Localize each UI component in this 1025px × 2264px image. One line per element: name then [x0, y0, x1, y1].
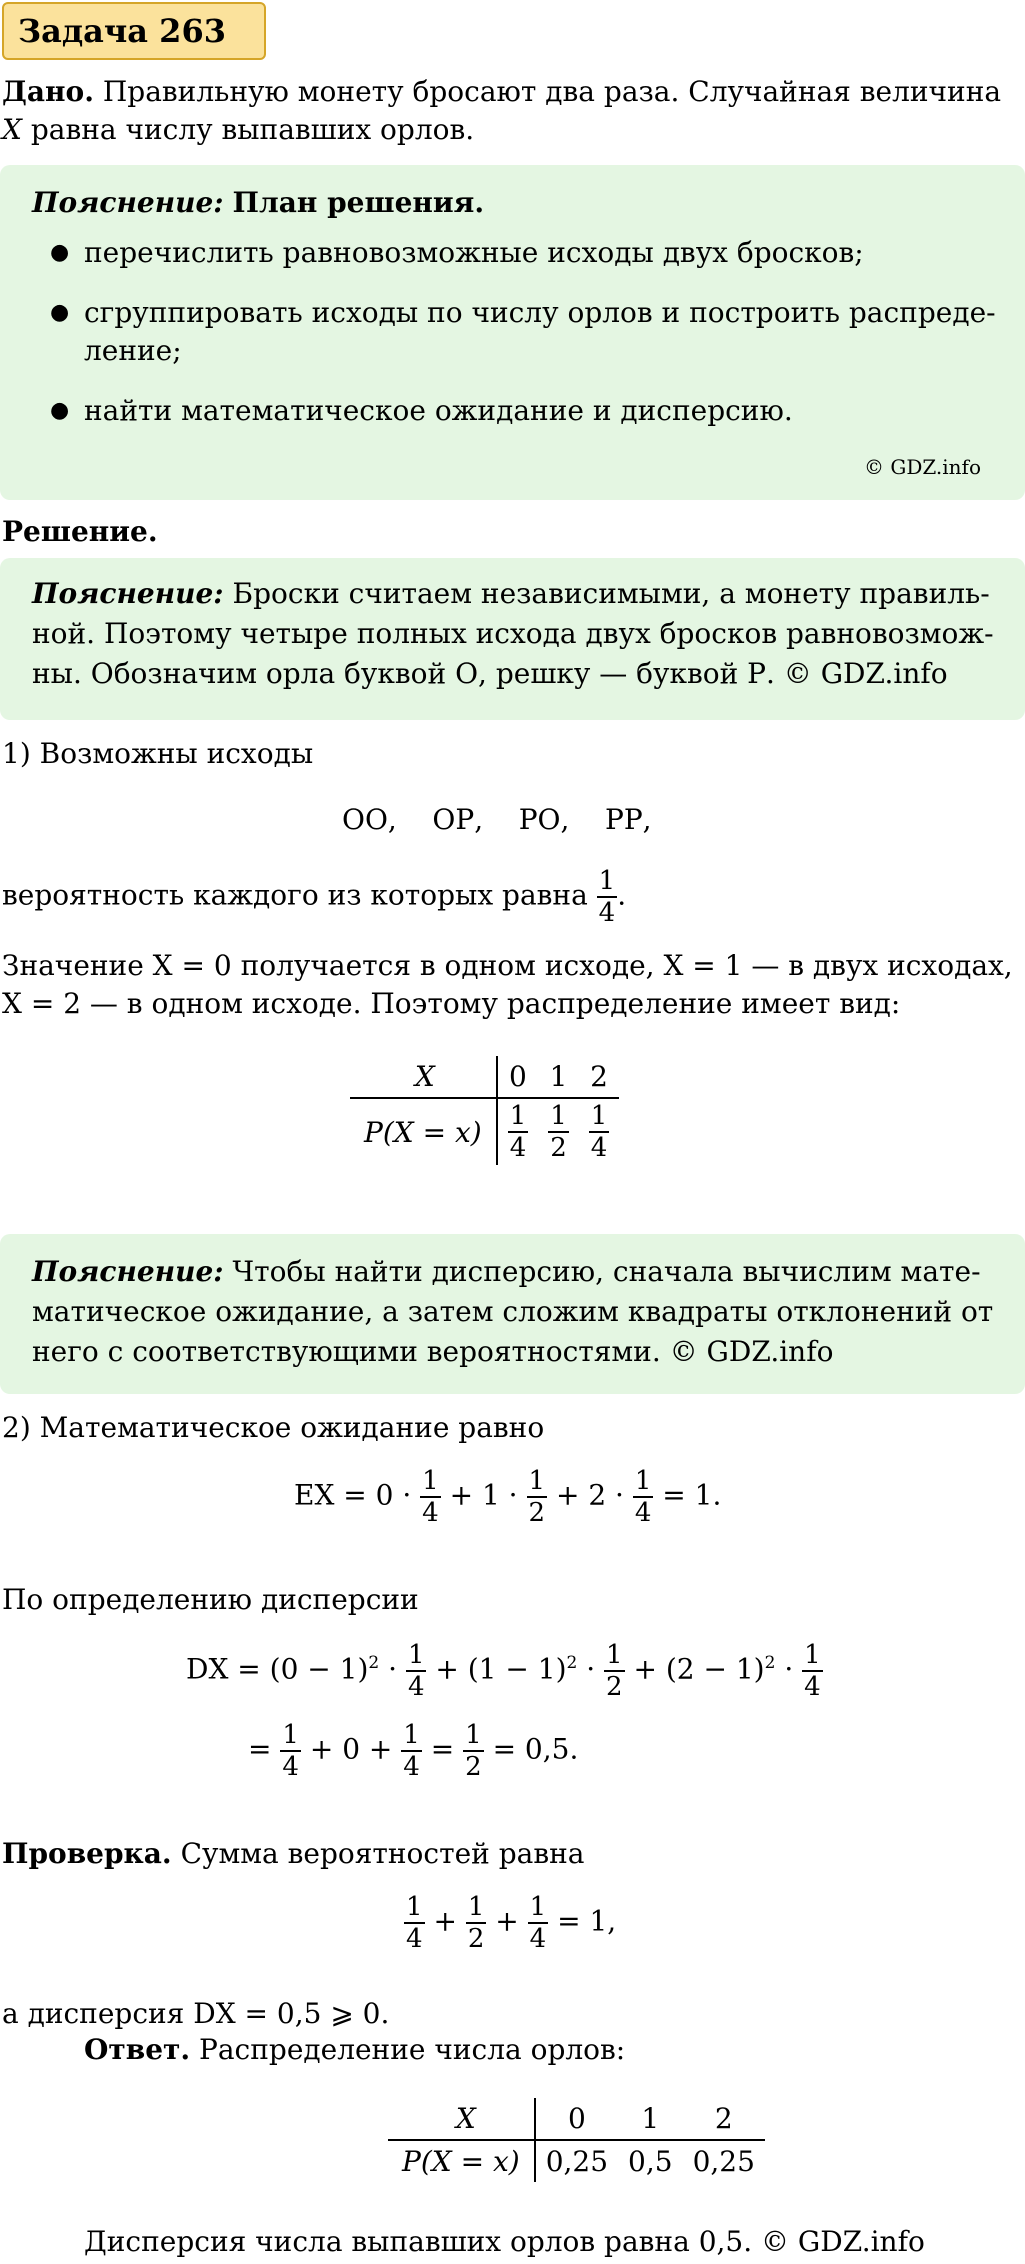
prob-den: 4	[598, 898, 616, 928]
dispersion-formula-2: = $\frac{1}{4}$ + 0 + $\frac{1}{4}$ = $\frac{1}{2}$ = 0,5.	[248, 1720, 579, 1782]
check-text: Сумма вероятностей равна	[180, 1837, 585, 1870]
note-box-1	[0, 558, 1025, 720]
plan-label: Пояснение:	[32, 186, 224, 219]
check-line	[2, 1834, 584, 1874]
check-label: Проверка.	[2, 1837, 172, 1870]
table1-value: 2	[590, 1060, 608, 1093]
step1-line: 1) Возможны исходы	[2, 737, 314, 770]
given-label: Дано.	[2, 75, 94, 108]
answer-value: 1	[641, 2102, 660, 2135]
note1-label: Пояснение:	[32, 577, 224, 610]
note-box-2	[0, 1234, 1025, 1394]
expectation-formula: EX = 0 · $\frac{1}{4}$ + 1 · $\frac{1}{2}$ + 2 · $\frac{1}{4}$ = 1.	[294, 1466, 722, 1528]
answer-x-label: X	[388, 2098, 535, 2140]
prob-num: 1	[598, 866, 616, 896]
answer-value: 2	[714, 2102, 733, 2135]
bullet-dot-2: ●	[50, 300, 70, 325]
note2-text-1: Чтобы найти дисперсию, сначала вычислим мате-	[232, 1255, 981, 1288]
note2-line-2: матическое ожидание, а затем сложим квадраты отклонений от	[32, 1295, 994, 1328]
probability-sum-formula: $\frac{1}{4}$ + $\frac{1}{2}$ + $\frac{1}{4}$ = 1,	[406, 1892, 617, 1954]
prob-text: вероятность каждого из которых равна	[2, 878, 588, 912]
dispersion-check-line: а дисперсия DX = 0,5 ⩾ 0.	[2, 1997, 390, 2030]
answer-text: Распределение числа орлов:	[199, 2033, 626, 2066]
given-text-2: равна числу выпавших орлов.	[30, 113, 475, 146]
given-line-2	[2, 110, 474, 150]
note1-text-1: Броски считаем независимыми, а монету правиль-	[232, 577, 990, 610]
plan-box	[0, 165, 1025, 500]
answer-table	[388, 2098, 765, 2182]
plan-bullet-2: сгруппировать исходы по числу орлов и построить распреде-	[84, 296, 996, 329]
plan-heading: План решения.	[232, 186, 485, 219]
plan-copyright: © GDZ.info	[864, 455, 981, 479]
dispersion-formula-1: DX = $(0 - 1)^2$ · $\frac{1}{4}$ + $(1 - 1)^2$ · $\frac{1}{2}$ + $(2 - 1)^2$ · $\frac{1}{4}$	[186, 1640, 821, 1702]
table1-p-label: P(X = x)	[350, 1098, 497, 1165]
note2-label: Пояснение:	[32, 1255, 224, 1288]
answer-p-label: P(X = x)	[388, 2140, 535, 2182]
values-line-1: Значение X = 0 получается в одном исходе, X = 1 — в двух исходах,	[2, 949, 1013, 982]
table1-x-label: X	[350, 1056, 497, 1098]
final-answer: Дисперсия числа выпавших орлов равна 0,5. © GDZ.info	[84, 2225, 925, 2258]
values-line-2: X = 2 — в одном исходе. Поэтому распределение имеет вид:	[2, 987, 901, 1020]
note1-line-3: ны. Обозначим орла буквой О, решку — буквой Р. © GDZ.info	[32, 657, 948, 690]
note2-line-1	[32, 1252, 981, 1292]
note2-line-3: него с соответствующими вероятностями. © GDZ.info	[32, 1335, 834, 1368]
table1-prob: $\frac{1}{4}$	[579, 1098, 620, 1165]
prob-end: .	[617, 878, 627, 912]
table1-prob: $\frac{1}{2}$	[538, 1098, 579, 1165]
table1-prob: $\frac{1}{4}$	[497, 1098, 539, 1165]
answer-line	[84, 2030, 625, 2070]
problem-title: Задача 263	[2, 2, 266, 60]
solution-label: Решение.	[2, 515, 158, 548]
plan-heading-line	[32, 183, 484, 223]
answer-prob: 0,25	[683, 2140, 765, 2182]
distribution-table	[350, 1056, 619, 1165]
plan-bullet-1: перечислить равновозможные исходы двух бросков;	[84, 236, 864, 269]
table1-value: 1	[549, 1060, 568, 1093]
given-line-1	[2, 72, 1001, 112]
prob-fraction	[597, 868, 618, 926]
given-text-1: Правильную монету бросают два раза. Случайная величина	[102, 75, 1002, 108]
answer-label: Ответ.	[84, 2033, 191, 2066]
bullet-dot-1: ●	[50, 240, 70, 265]
plan-bullet-2-cont: ление;	[84, 334, 182, 367]
step2-line: 2) Математическое ожидание равно	[2, 1411, 545, 1444]
prob-line	[2, 868, 626, 926]
given-variable: X	[2, 113, 22, 146]
bullet-dot-3: ●	[50, 398, 70, 423]
answer-prob: 0,25	[535, 2140, 618, 2182]
note1-line-1	[32, 574, 990, 614]
table1-value: 0	[509, 1060, 527, 1093]
dispersion-def-line: По определению дисперсии	[2, 1583, 419, 1616]
solution-label-line	[2, 512, 158, 552]
outcomes-list: ОО, ОР, РО, РР,	[342, 803, 652, 836]
answer-value: 0	[567, 2102, 586, 2135]
plan-bullet-3: найти математическое ожидание и дисперсию.	[84, 394, 793, 427]
note1-line-2: ной. Поэтому четыре полных исхода двух бросков равновозмож-	[32, 617, 994, 650]
answer-prob: 0,5	[618, 2140, 683, 2182]
